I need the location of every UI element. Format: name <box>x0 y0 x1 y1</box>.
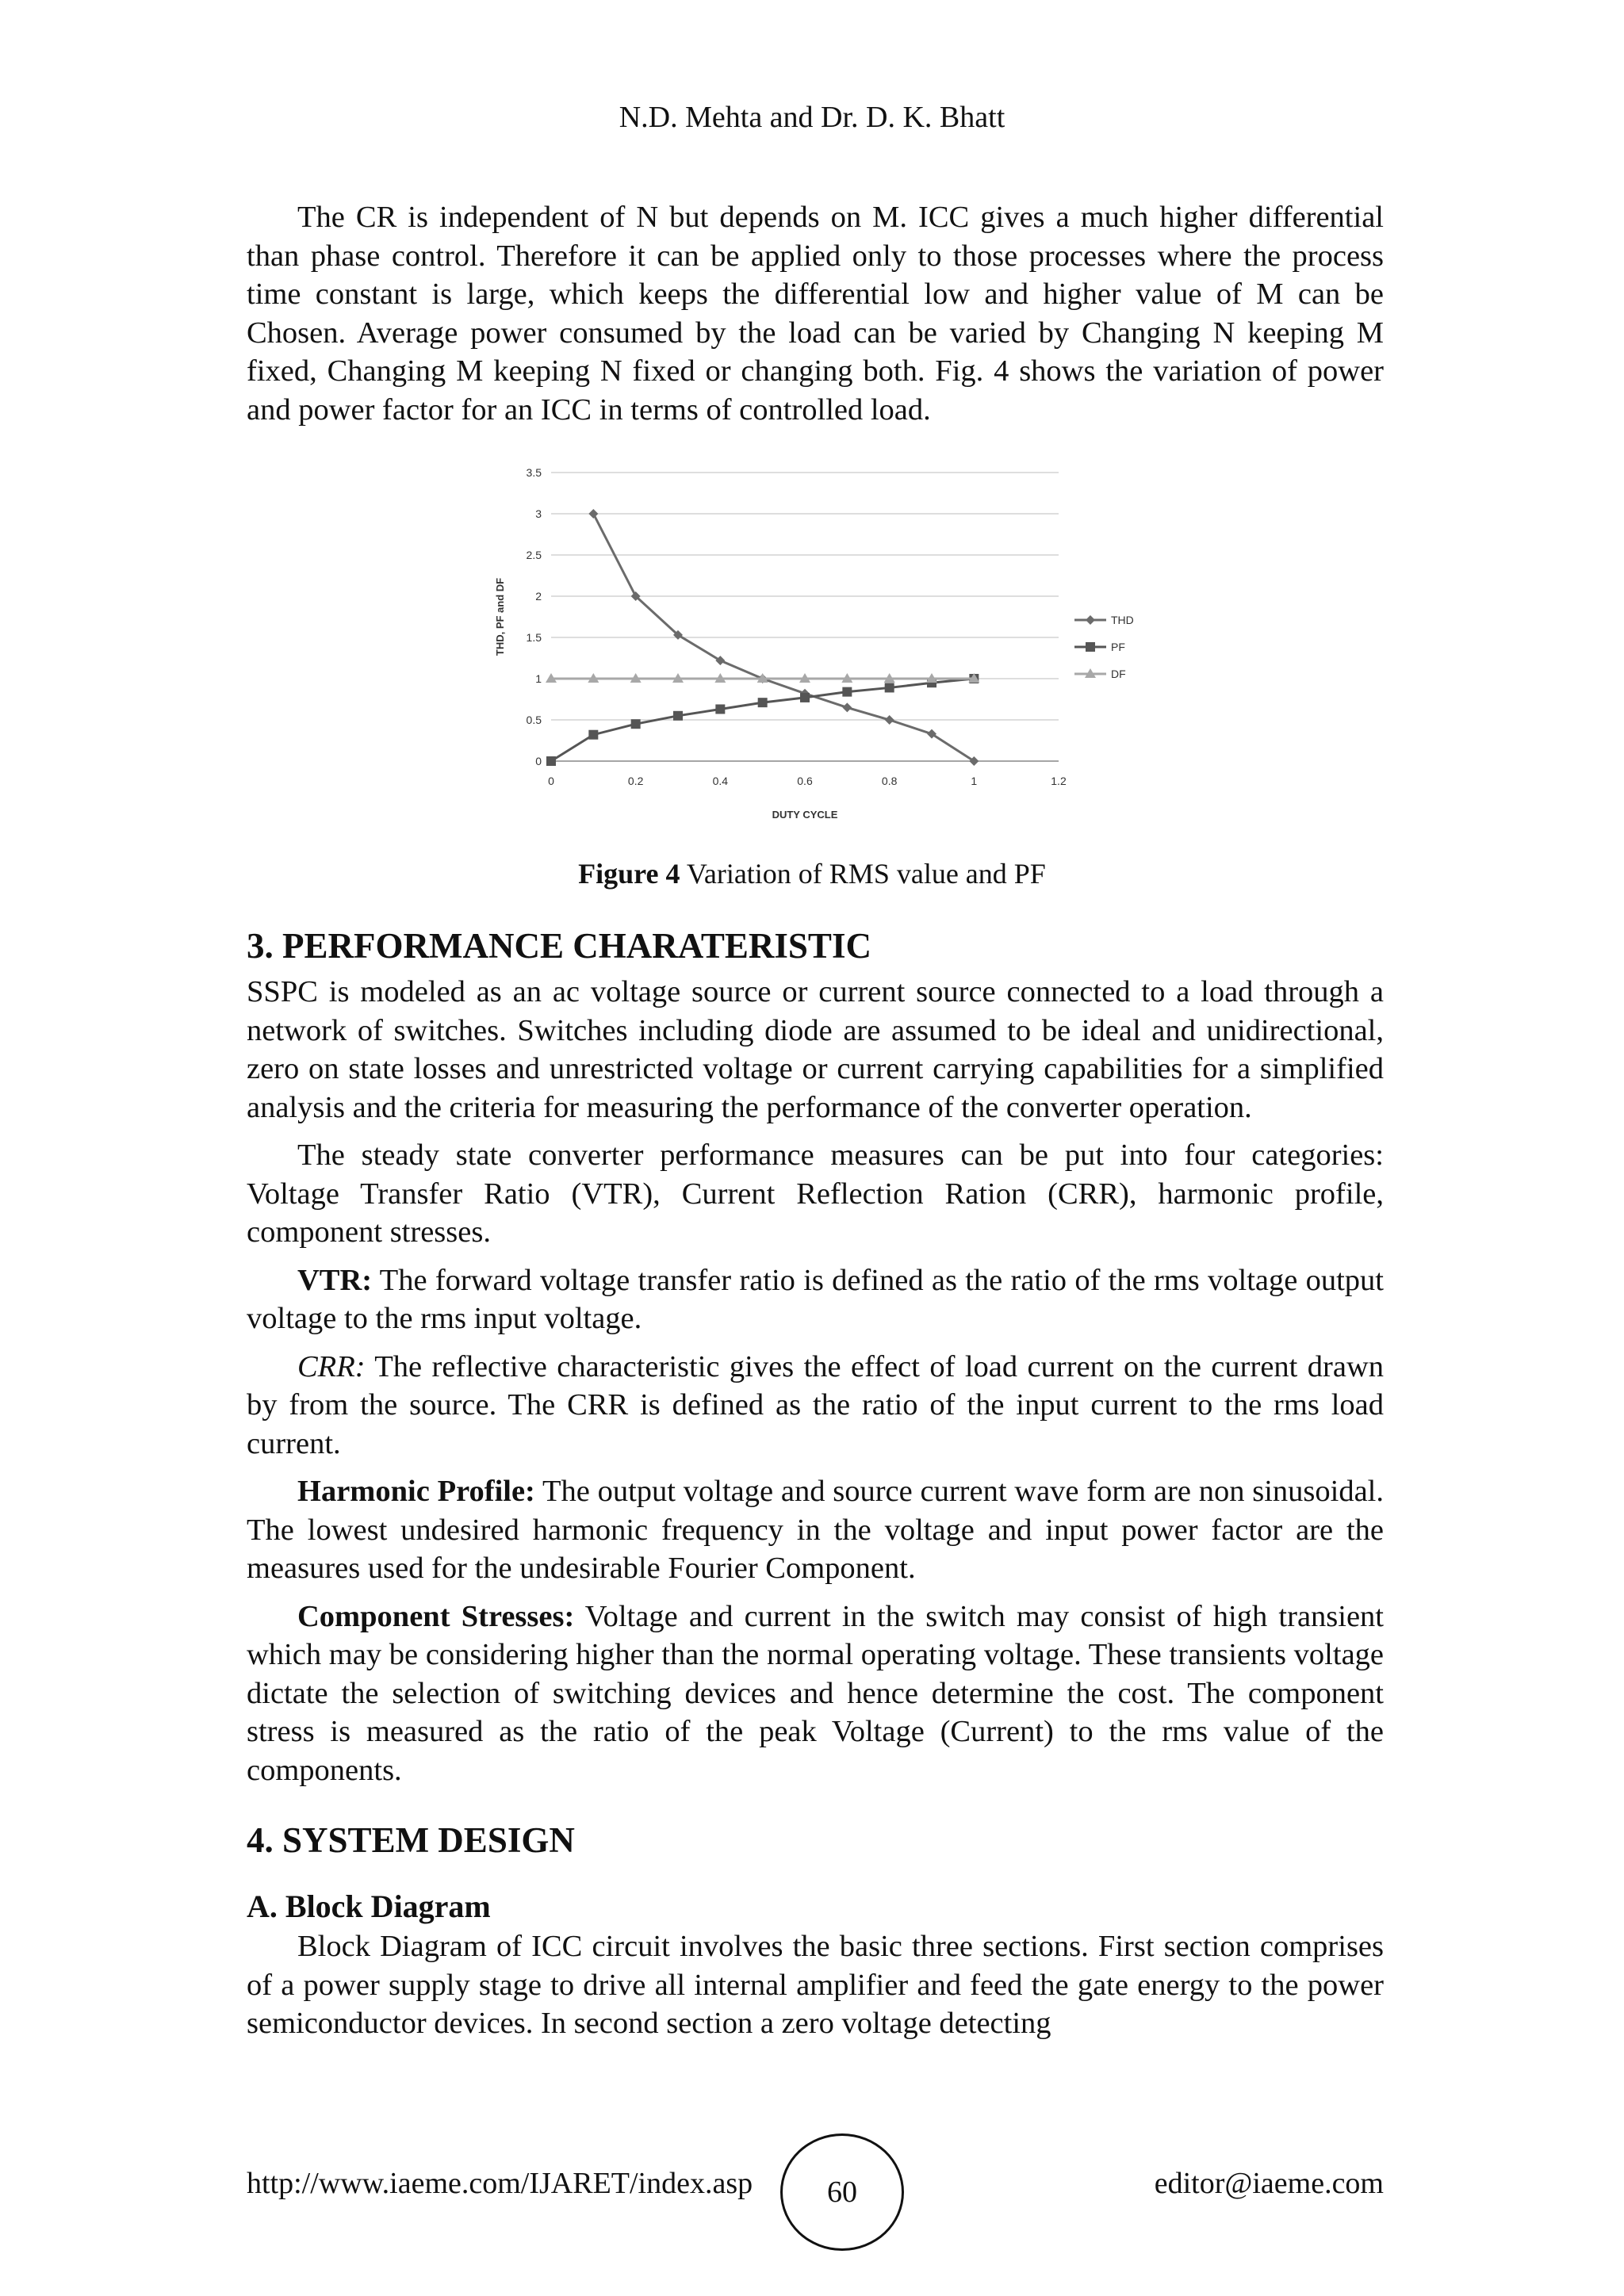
data-point-thd <box>588 509 598 519</box>
crr-text: The reflective characteristic gives the effect of load current on the current drawn by from the source. The CRR is defined as the ratio of the input current to the rms load current. <box>247 1349 1384 1460</box>
intro-block <box>247 198 1384 429</box>
data-point-pf <box>673 711 683 721</box>
legend-label-pf: PF <box>1111 641 1125 653</box>
y-tick-label: 2 <box>535 590 542 603</box>
x-tick-label: 0.8 <box>881 775 898 787</box>
x-tick-label: 0 <box>548 775 554 787</box>
footer-url: http://www.iaeme.com/IJARET/index.asp <box>247 2167 753 2200</box>
data-point-pf <box>842 687 852 697</box>
figure-caption-label: Figure 4 <box>578 858 680 890</box>
y-tick-label: 0.5 <box>526 714 542 726</box>
section-3-paragraph-2: The steady state converter performance measures can be put into four categories: Voltage Transfer Ratio (VTR), Current Reflection Ration (CRR), harmonic profile, component stresses. <box>247 1138 1384 1249</box>
data-point-pf <box>715 704 725 714</box>
data-point-pf <box>758 698 768 707</box>
harmonic-label: Harmonic Profile: <box>297 1475 535 1508</box>
data-point-thd <box>842 702 852 712</box>
figure-4-chart <box>468 441 1134 829</box>
y-tick-label: 0 <box>535 755 542 767</box>
data-point-pf <box>588 730 598 740</box>
stress-text: Voltage and current in the switch may consist of high transient which may be considering higher than the normal operating voltage. These transients voltage dictate the selection of switching devices and hence determine the cost. The component stress is measured as the ratio of the peak Voltage (Current) to the rms value of the components. <box>247 1599 1384 1787</box>
data-point-pf <box>546 756 556 766</box>
figure-caption <box>0 855 1624 893</box>
running-header: N.D. Mehta and Dr. D. K. Bhatt <box>619 101 1005 134</box>
intro-paragraph: The CR is independent of N but depends on M. ICC gives a much higher differential than phase control. Therefore it can be applied only to those processes where the process time constant is large, which keeps the differential low and higher value of M can be Chosen. Average power consumed by the load can be varied by Changing N keeping M fixed, Changing M keeping N fixed or changing both. Fig. 4 shows the variation of power and power factor for an ICC in terms of controlled load. <box>247 201 1384 427</box>
harmonic-paragraph <box>247 1472 1384 1588</box>
x-axis-label: DUTY CYCLE <box>772 809 838 821</box>
y-tick-label: 2.5 <box>526 549 542 561</box>
vtr-text: The forward voltage transfer ratio is defined as the ratio of the rms voltage output voltage to the rms input voltage. <box>247 1263 1384 1335</box>
stress-paragraph <box>247 1598 1384 1790</box>
x-tick-label: 1 <box>971 775 978 787</box>
page-number: 60 <box>780 2133 904 2251</box>
stress-label: Component Stresses: <box>297 1599 575 1633</box>
data-point-pf <box>885 683 894 692</box>
legend-label-thd: THD <box>1111 614 1134 626</box>
figure-caption-text: Variation of RMS value and PF <box>680 858 1046 890</box>
x-tick-label: 0.6 <box>797 775 813 787</box>
section-4a-heading: A. Block Diagram <box>247 1888 491 1924</box>
vtr-label: VTR: <box>297 1263 373 1297</box>
section-4-paragraph-1: Block Diagram of ICC circuit involves the basic three sections. First section comprises of a power supply stage to drive all internal amplifier and feed the gate energy to the power semiconductor devices. In second section a zero voltage detecting <box>247 1930 1384 2040</box>
section-3-heading: 3. PERFORMANCE CHARATERISTIC <box>247 926 871 966</box>
x-tick-label: 0.4 <box>712 775 729 787</box>
harmonic-text: The output voltage and source current wave form are non sinusoidal. The lowest undesired harmonic frequency in the voltage and input power factor are the measures used for the undesirable Fourier Component. <box>247 1475 1384 1585</box>
x-tick-label: 0.2 <box>627 775 644 787</box>
x-tick-label: 1.2 <box>1051 775 1067 787</box>
data-point-pf <box>631 719 641 729</box>
y-axis-label: THD, PF and DF <box>494 577 506 656</box>
legend-label-df: DF <box>1111 668 1126 680</box>
crr-label: CRR: <box>297 1349 366 1383</box>
y-tick-label: 1.5 <box>526 631 542 644</box>
y-tick-label: 3 <box>535 507 542 520</box>
data-point-thd <box>885 715 894 725</box>
data-point-pf <box>800 693 810 702</box>
legend-marker-thd <box>1086 615 1095 625</box>
vtr-paragraph <box>247 1261 1384 1338</box>
legend-marker-pf <box>1086 642 1095 652</box>
crr-paragraph <box>247 1348 1384 1464</box>
y-tick-label: 3.5 <box>526 466 542 479</box>
section-4-heading: 4. SYSTEM DESIGN <box>247 1820 575 1860</box>
section-3-paragraph-1: SSPC is modeled as an ac voltage source or current source connected to a load through a network of switches. Switches including diode are assumed to be ideal and unidirectional, zero on state losses and unrestricted voltage or current carrying capabilities for a simplified analysis and the criteria for measuring the performance of the converter operation. <box>247 975 1384 1124</box>
y-tick-label: 1 <box>535 672 542 685</box>
footer-email: editor@iaeme.com <box>1154 2167 1384 2200</box>
section-3 <box>247 924 1384 2043</box>
